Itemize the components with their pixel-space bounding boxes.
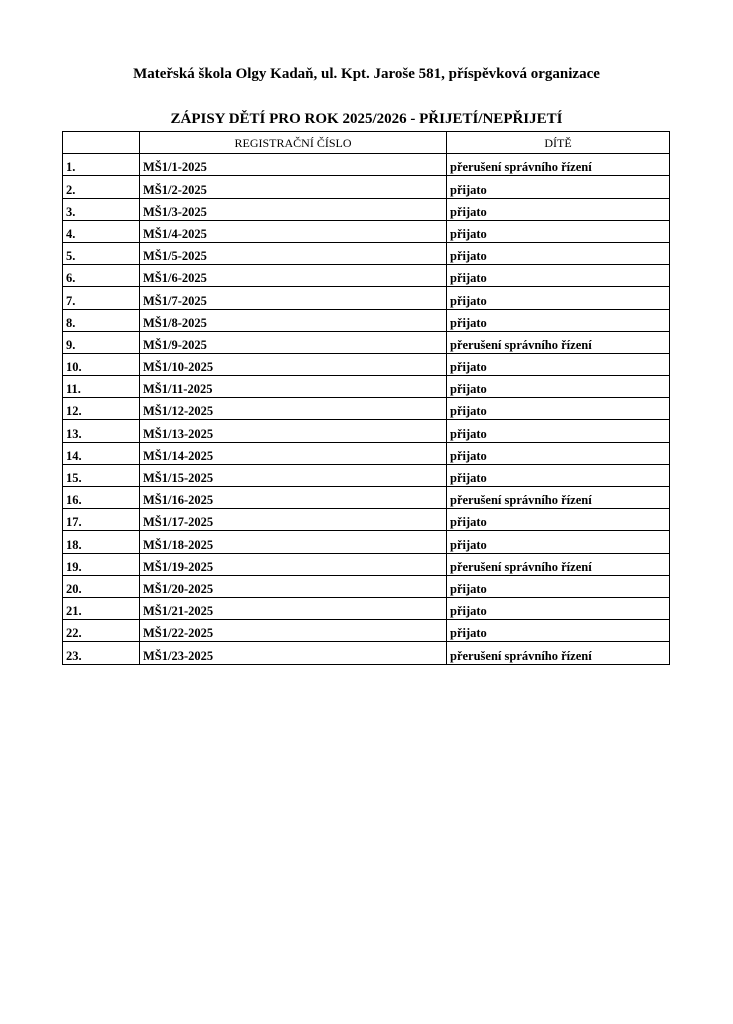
row-number: 19. (63, 553, 140, 575)
admission-status: přerušení správního řízení (447, 487, 670, 509)
table-row (63, 620, 670, 642)
registration-number: MŠ1/5-2025 (140, 242, 447, 264)
table-row (63, 220, 670, 242)
row-number: 9. (63, 331, 140, 353)
admission-status: přijato (447, 176, 670, 198)
table-row (63, 242, 670, 264)
registration-number: MŠ1/9-2025 (140, 331, 447, 353)
row-number: 16. (63, 487, 140, 509)
row-number: 23. (63, 642, 140, 664)
registration-number: MŠ1/18-2025 (140, 531, 447, 553)
registration-number: MŠ1/20-2025 (140, 575, 447, 597)
table-row (63, 575, 670, 597)
admission-status: přijato (447, 309, 670, 331)
row-number: 14. (63, 442, 140, 464)
table-row (63, 265, 670, 287)
table-row (63, 420, 670, 442)
registration-number: MŠ1/21-2025 (140, 597, 447, 619)
row-number: 3. (63, 198, 140, 220)
row-number: 17. (63, 509, 140, 531)
registration-number: MŠ1/7-2025 (140, 287, 447, 309)
table-row (63, 487, 670, 509)
registration-number: MŠ1/12-2025 (140, 398, 447, 420)
registration-number: MŠ1/4-2025 (140, 220, 447, 242)
admission-status: přijato (447, 265, 670, 287)
registration-number: MŠ1/6-2025 (140, 265, 447, 287)
registration-number: MŠ1/11-2025 (140, 376, 447, 398)
row-number: 2. (63, 176, 140, 198)
column-header-number (63, 132, 140, 154)
admission-status: přijato (447, 597, 670, 619)
admissions-table (62, 131, 670, 665)
table-row (63, 309, 670, 331)
table-row (63, 464, 670, 486)
registration-number: MŠ1/8-2025 (140, 309, 447, 331)
row-number: 6. (63, 265, 140, 287)
registration-number: MŠ1/10-2025 (140, 353, 447, 375)
admission-status: přerušení správního řízení (447, 154, 670, 176)
admission-status: přijato (447, 398, 670, 420)
registration-number: MŠ1/14-2025 (140, 442, 447, 464)
row-number: 11. (63, 376, 140, 398)
admission-status: přijato (447, 376, 670, 398)
admission-status: přerušení správního řízení (447, 642, 670, 664)
table-row (63, 398, 670, 420)
table-header-row (63, 132, 670, 154)
admission-status: přijato (447, 442, 670, 464)
column-header-registration-number: REGISTRAČNÍ ČÍSLO (140, 132, 447, 154)
table-row (63, 331, 670, 353)
table-row (63, 509, 670, 531)
table-row (63, 531, 670, 553)
row-number: 7. (63, 287, 140, 309)
table-row (63, 442, 670, 464)
row-number: 22. (63, 620, 140, 642)
registration-number: MŠ1/3-2025 (140, 198, 447, 220)
table-row (63, 154, 670, 176)
admission-status: přerušení správního řízení (447, 553, 670, 575)
row-number: 21. (63, 597, 140, 619)
admission-status: přerušení správního řízení (447, 331, 670, 353)
registration-number: MŠ1/1-2025 (140, 154, 447, 176)
table-row (63, 353, 670, 375)
admission-status: přijato (447, 220, 670, 242)
table-body (63, 154, 670, 664)
row-number: 18. (63, 531, 140, 553)
admission-status: přijato (447, 620, 670, 642)
column-header-child: DÍTĚ (447, 132, 670, 154)
admission-status: přijato (447, 198, 670, 220)
table-row (63, 198, 670, 220)
admission-status: přijato (447, 242, 670, 264)
registration-number: MŠ1/2-2025 (140, 176, 447, 198)
row-number: 4. (63, 220, 140, 242)
row-number: 13. (63, 420, 140, 442)
registration-number: MŠ1/22-2025 (140, 620, 447, 642)
table-row (63, 287, 670, 309)
table-row (63, 376, 670, 398)
registration-number: MŠ1/23-2025 (140, 642, 447, 664)
table-row (63, 176, 670, 198)
school-header: Mateřská škola Olgy Kadaň, ul. Kpt. Jaroše 581, příspěvková organizace (133, 66, 600, 82)
row-number: 1. (63, 154, 140, 176)
registration-number: MŠ1/17-2025 (140, 509, 447, 531)
admission-status: přijato (447, 464, 670, 486)
admission-status: přijato (447, 531, 670, 553)
row-number: 15. (63, 464, 140, 486)
row-number: 12. (63, 398, 140, 420)
registration-number: MŠ1/15-2025 (140, 464, 447, 486)
row-number: 5. (63, 242, 140, 264)
registration-number: MŠ1/16-2025 (140, 487, 447, 509)
registration-number: MŠ1/13-2025 (140, 420, 447, 442)
table-row (63, 553, 670, 575)
admission-status: přijato (447, 509, 670, 531)
table-row (63, 642, 670, 664)
document-title: ZÁPISY DĚTÍ PRO ROK 2025/2026 - PŘIJETÍ/NEPŘIJETÍ (170, 111, 563, 127)
row-number: 10. (63, 353, 140, 375)
admission-status: přijato (447, 420, 670, 442)
registration-number: MŠ1/19-2025 (140, 553, 447, 575)
admission-status: přijato (447, 353, 670, 375)
row-number: 20. (63, 575, 140, 597)
row-number: 8. (63, 309, 140, 331)
admission-status: přijato (447, 575, 670, 597)
admission-status: přijato (447, 287, 670, 309)
table-row (63, 597, 670, 619)
